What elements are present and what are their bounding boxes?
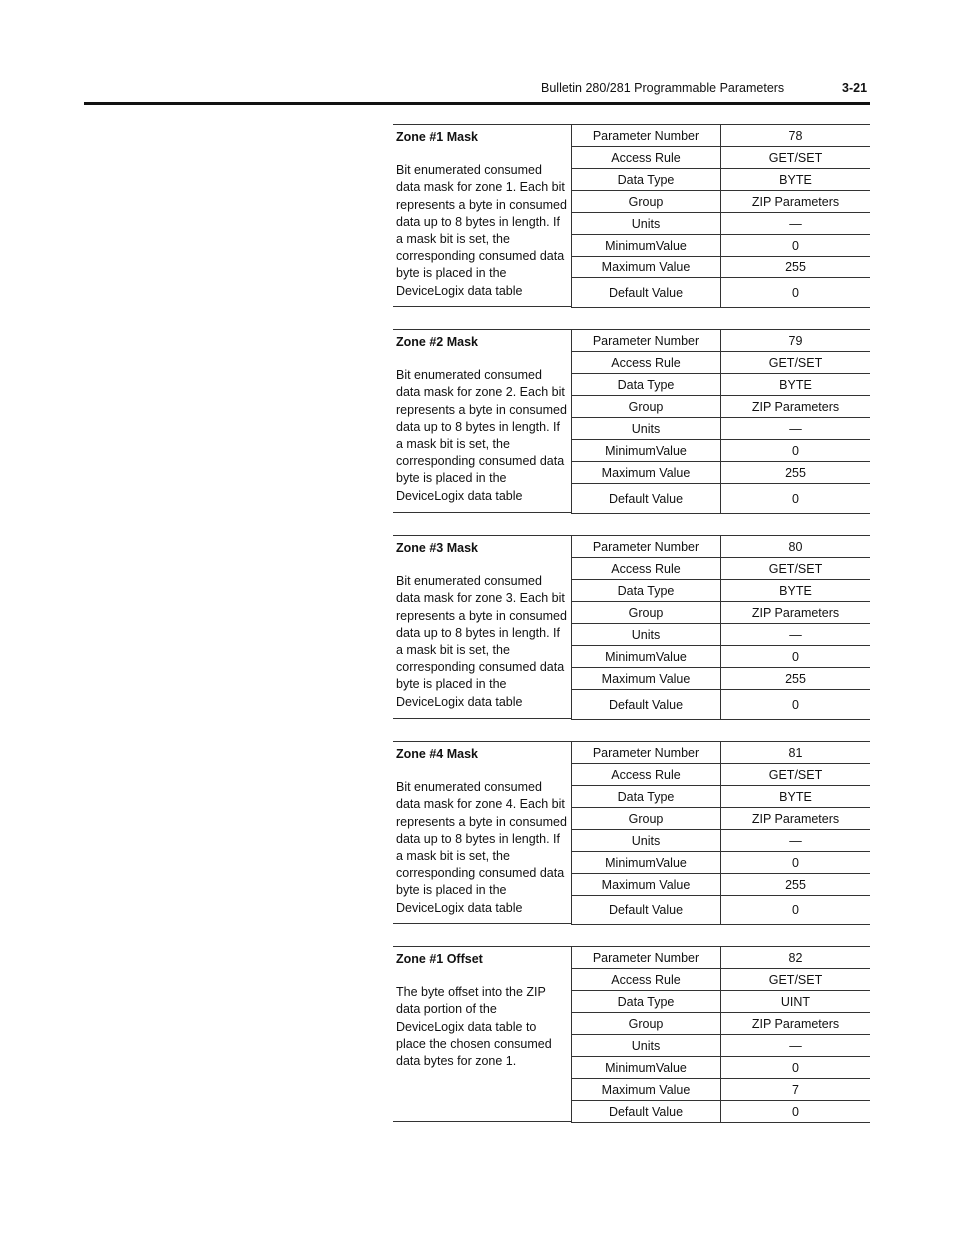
row-label: Units: [572, 213, 721, 235]
row-label: Group: [572, 602, 721, 624]
row-value: 255: [721, 462, 871, 484]
row-value: 255: [721, 668, 871, 690]
row-value: ZIP Parameters: [721, 1013, 871, 1035]
row-label: Maximum Value: [572, 257, 721, 278]
parameter-title: Zone #1 Offset: [396, 952, 483, 966]
parameter-title: Zone #4 Mask: [396, 747, 478, 761]
row-label: MinimumValue: [572, 1057, 721, 1079]
row-value: ZIP Parameters: [721, 191, 871, 213]
row-value: GET/SET: [721, 764, 871, 786]
row-value: 0: [721, 1057, 871, 1079]
parameter-description: [393, 946, 571, 1122]
row-label: Group: [572, 1013, 721, 1035]
row-label: Group: [572, 396, 721, 418]
row-label: Parameter Number: [572, 330, 721, 352]
row-label: Data Type: [572, 580, 721, 602]
row-label: MinimumValue: [572, 440, 721, 462]
row-value: GET/SET: [721, 147, 871, 169]
row-value: 0: [721, 1101, 871, 1123]
row-value: —: [721, 1035, 871, 1057]
parameter-title: Zone #1 Mask: [396, 130, 478, 144]
row-value: 0: [721, 484, 871, 514]
row-label: Maximum Value: [572, 874, 721, 896]
row-value: GET/SET: [721, 352, 871, 374]
row-value: 0: [721, 690, 871, 720]
parameter-description-text: Bit enumerated consumed data mask for zone 3. Each bit represents a byte in consumed data up to 8 bytes in length. If a mask bit is set, the corresponding consumed data byte is placed in the DeviceLogix data table: [396, 574, 567, 709]
parameter-title: Zone #3 Mask: [396, 541, 478, 555]
parameter-title: Zone #2 Mask: [396, 335, 478, 349]
row-value: GET/SET: [721, 969, 871, 991]
parameter-description: [393, 535, 571, 719]
row-value: 0: [721, 852, 871, 874]
row-value: BYTE: [721, 374, 871, 396]
parameter-block-zone-4-mask: [393, 741, 870, 924]
row-value: BYTE: [721, 169, 871, 191]
parameter-table: [571, 329, 870, 514]
row-value: ZIP Parameters: [721, 808, 871, 830]
parameter-block-zone-1-mask: [393, 124, 870, 307]
parameter-block-zone-1-offset: [393, 946, 870, 1122]
row-label: MinimumValue: [572, 852, 721, 874]
row-label: Data Type: [572, 991, 721, 1013]
row-label: Access Rule: [572, 969, 721, 991]
row-value: —: [721, 830, 871, 852]
row-label: Default Value: [572, 278, 721, 308]
parameter-description-text: The byte offset into the ZIP data portion of the DeviceLogix data table to place the chosen consumed data bytes for zone 1.: [396, 985, 552, 1069]
row-label: Units: [572, 624, 721, 646]
row-label: Data Type: [572, 374, 721, 396]
row-label: MinimumValue: [572, 646, 721, 668]
row-value: 255: [721, 257, 871, 278]
page-number: 3-21: [842, 81, 868, 95]
row-label: Access Rule: [572, 147, 721, 169]
parameter-table: [571, 741, 870, 925]
row-label: Data Type: [572, 169, 721, 191]
row-label: Maximum Value: [572, 462, 721, 484]
row-value: —: [721, 624, 871, 646]
row-label: Group: [572, 191, 721, 213]
row-label: Default Value: [572, 896, 721, 925]
row-value: 81: [721, 742, 871, 764]
row-value: BYTE: [721, 786, 871, 808]
row-label: MinimumValue: [572, 235, 721, 257]
row-label: Parameter Number: [572, 742, 721, 764]
row-value: 7: [721, 1079, 871, 1101]
parameter-block-zone-3-mask: [393, 535, 870, 719]
row-value: —: [721, 418, 871, 440]
parameter-table: [571, 535, 870, 720]
row-value: BYTE: [721, 580, 871, 602]
row-label: Access Rule: [572, 764, 721, 786]
row-value: GET/SET: [721, 558, 871, 580]
header-rule: [84, 102, 870, 105]
parameter-description-text: Bit enumerated consumed data mask for zone 1. Each bit represents a byte in consumed data up to 8 bytes in length. If a mask bit is set, the corresponding consumed data byte is placed in the DeviceLogix data table: [396, 163, 567, 298]
parameter-description-text: Bit enumerated consumed data mask for zone 2. Each bit represents a byte in consumed data up to 8 bytes in length. If a mask bit is set, the corresponding consumed data byte is placed in the DeviceLogix data table: [396, 368, 567, 503]
row-value: 82: [721, 947, 871, 969]
row-label: Parameter Number: [572, 125, 721, 147]
row-value: 0: [721, 646, 871, 668]
row-label: Parameter Number: [572, 536, 721, 558]
row-value: 255: [721, 874, 871, 896]
row-value: 78: [721, 125, 871, 147]
row-label: Parameter Number: [572, 947, 721, 969]
row-label: Units: [572, 418, 721, 440]
row-label: Default Value: [572, 1101, 721, 1123]
row-label: Maximum Value: [572, 668, 721, 690]
parameter-table: [571, 946, 870, 1123]
parameter-block-zone-2-mask: [393, 329, 870, 513]
row-value: ZIP Parameters: [721, 396, 871, 418]
parameter-description-text: Bit enumerated consumed data mask for zone 4. Each bit represents a byte in consumed data up to 8 bytes in length. If a mask bit is set, the corresponding consumed data byte is placed in the DeviceLogix data table: [396, 780, 567, 915]
row-value: UINT: [721, 991, 871, 1013]
row-value: 79: [721, 330, 871, 352]
row-label: Maximum Value: [572, 1079, 721, 1101]
parameter-description: [393, 124, 571, 307]
parameter-table: [571, 124, 870, 308]
row-value: 0: [721, 278, 871, 308]
parameter-description: [393, 741, 571, 924]
row-label: Access Rule: [572, 558, 721, 580]
row-label: Access Rule: [572, 352, 721, 374]
row-label: Group: [572, 808, 721, 830]
row-label: Data Type: [572, 786, 721, 808]
row-label: Default Value: [572, 690, 721, 720]
row-label: Default Value: [572, 484, 721, 514]
row-value: 0: [721, 440, 871, 462]
row-value: —: [721, 213, 871, 235]
row-value: 0: [721, 235, 871, 257]
row-label: Units: [572, 830, 721, 852]
row-value: 0: [721, 896, 871, 925]
row-label: Units: [572, 1035, 721, 1057]
row-value: 80: [721, 536, 871, 558]
row-value: ZIP Parameters: [721, 602, 871, 624]
parameter-description: [393, 329, 571, 513]
header-title: Bulletin 280/281 Programmable Parameters: [541, 81, 785, 95]
